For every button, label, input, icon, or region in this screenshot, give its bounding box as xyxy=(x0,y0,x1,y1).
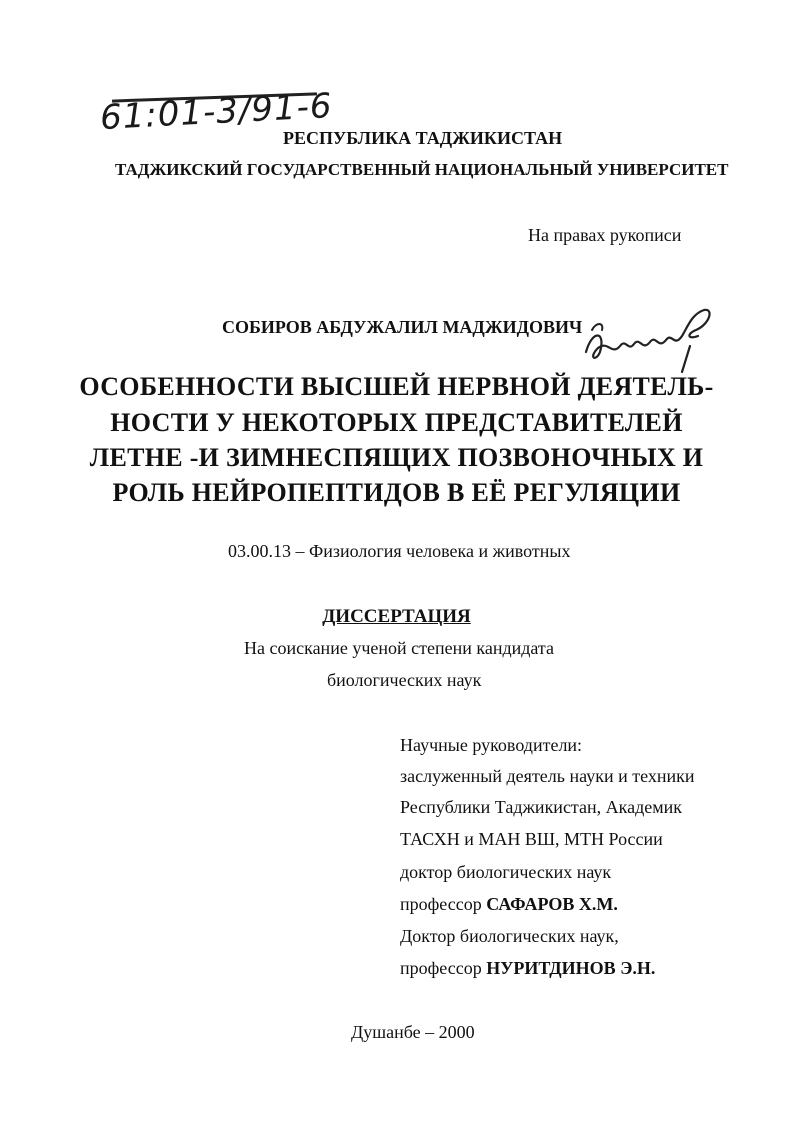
supervisor-2-name: НУРИТДИНОВ Э.Н. xyxy=(486,958,656,978)
supervisor-credential-line-4: доктор биологических наук xyxy=(400,862,612,882)
supervisor-2-title: профессор xyxy=(400,958,487,978)
thesis-title-line-1: ОСОБЕННОСТИ ВЫСШЕЙ НЕРВНОЙ ДЕЯТЕЛЬ- xyxy=(79,372,714,401)
supervisor-1 xyxy=(400,894,618,915)
rights-note: На правах рукописи xyxy=(528,225,682,245)
header-republic: РЕСПУБЛИКА ТАДЖИКИСТАН xyxy=(283,128,563,148)
author-name: СОБИРОВ АБДУЖАЛИЛ МАДЖИДОВИЧ xyxy=(222,317,583,337)
supervisor-1-name: САФАРОВ Х.М. xyxy=(486,894,618,914)
degree-line-2: биологических наук xyxy=(327,670,482,690)
header-university: ТАДЖИКСКИЙ ГОСУДАРСТВЕННЫЙ НАЦИОНАЛЬНЫЙ УНИВЕРСИТЕТ xyxy=(115,160,729,179)
supervisor-2-credential: Доктор биологических наук, xyxy=(400,926,619,946)
thesis-title-line-2: НОСТИ У НЕКОТОРЫХ ПРЕДСТАВИТЕЛЕЙ xyxy=(110,408,683,437)
supervisor-1-title: профессор xyxy=(400,894,487,914)
supervisor-2 xyxy=(400,958,655,979)
degree-line-1: На соискание ученой степени кандидата xyxy=(244,638,554,658)
place-and-year: Душанбе – 2000 xyxy=(351,1022,475,1042)
thesis-title-line-3: ЛЕТНЕ -И ЗИМНЕСПЯЩИХ ПОЗВОНОЧНЫХ И xyxy=(89,443,704,472)
dissertation-label: ДИССЕРТАЦИЯ xyxy=(322,606,471,627)
supervisor-credential-line-2: Республики Таджикистан, Академик xyxy=(400,797,683,817)
thesis-title-line-4: РОЛЬ НЕЙРОПЕПТИДОВ В ЕЁ РЕГУЛЯЦИИ xyxy=(112,478,681,507)
supervisor-credential-line-3: ТАСХН и МАН ВШ, МТН России xyxy=(400,829,663,849)
supervisor-credential-line-1: заслуженный деятель науки и техники xyxy=(400,766,695,786)
supervisors-heading: Научные руководители: xyxy=(400,735,583,755)
handwritten-archive-code: 61:01-3/91-6 xyxy=(99,85,334,139)
specialty-code: 03.00.13 – Физиология человека и животных xyxy=(228,541,571,561)
